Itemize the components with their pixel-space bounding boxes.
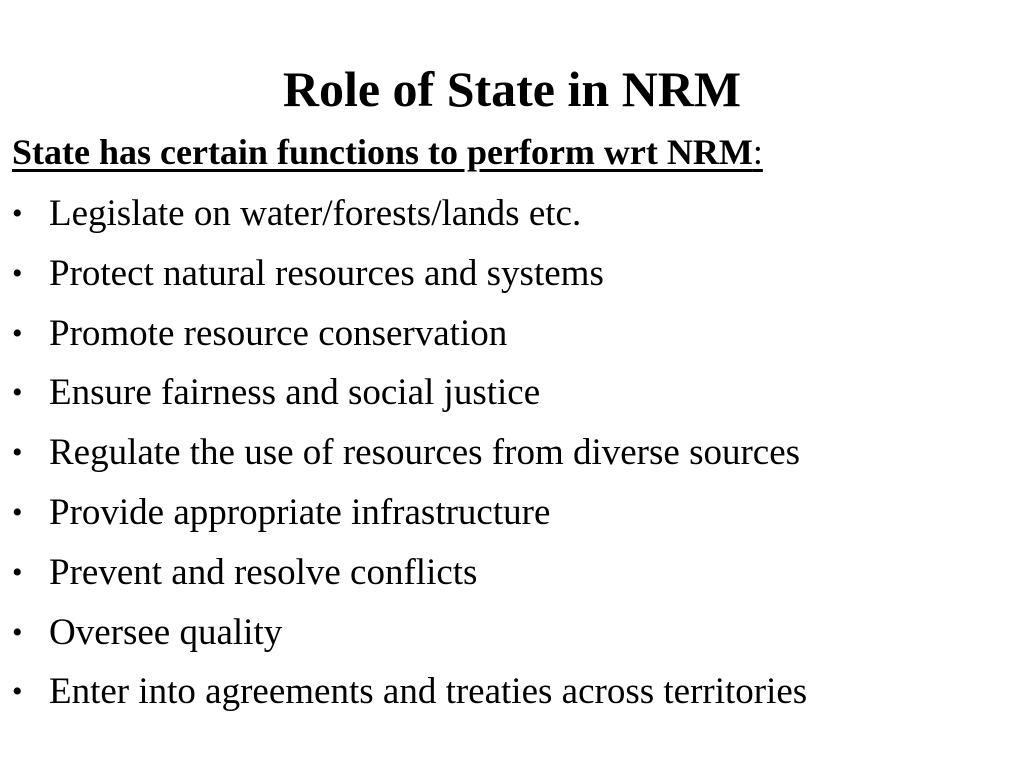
bullet-dot-icon: • xyxy=(12,376,23,410)
bullet-dot-icon: • xyxy=(12,316,23,350)
slide-title: Role of State in NRM xyxy=(282,61,742,117)
bullet-dot-icon: • xyxy=(12,197,23,230)
bullet-dot-icon: • xyxy=(12,495,23,529)
bullet-text: Oversee quality xyxy=(49,611,283,653)
bullet-text: Legislate on water/forests/lands etc. xyxy=(49,193,582,234)
bullet-dot-icon: • xyxy=(12,555,23,589)
bullet-dot-icon: • xyxy=(12,675,23,709)
bullet-dot-icon: • xyxy=(12,436,23,470)
bullet-text: Promote resource conservation xyxy=(49,312,508,354)
slide-subtitle xyxy=(12,128,763,176)
subtitle-text: State has certain functions to perform wrt NRM xyxy=(12,132,753,172)
bullet-text: Provide appropriate infrastructure xyxy=(49,491,551,533)
bullet-text: Regulate the use of resources from diverse sources xyxy=(49,432,801,474)
bullet-text: Protect natural resources and systems xyxy=(49,252,604,294)
bullet-dot-icon: • xyxy=(12,615,23,649)
bullet-text: Ensure fairness and social justice xyxy=(49,372,541,414)
subtitle-colon: : xyxy=(752,132,763,172)
bullet-text: Prevent and resolve conflicts xyxy=(49,551,478,593)
bullet-text: Enter into agreements and treaties across territories xyxy=(49,671,808,713)
bullet-dot-icon: • xyxy=(12,256,23,290)
